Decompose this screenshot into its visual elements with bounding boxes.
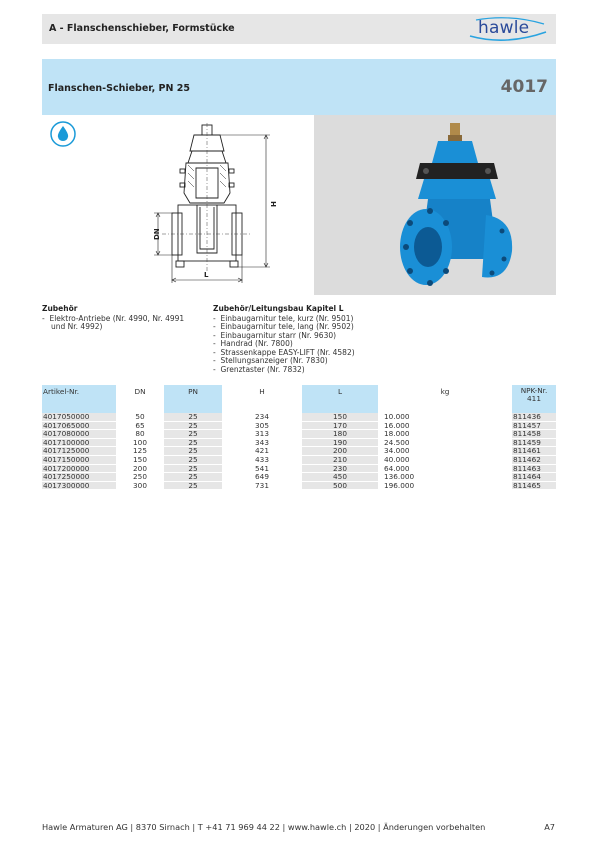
technical-drawing <box>152 123 282 283</box>
column-header-l: L <box>302 385 378 413</box>
accessories-item: - Elektro-Antriebe (Nr. 4990, Nr. 4991 und Nr. 4992) <box>42 313 185 331</box>
article-table <box>42 385 556 490</box>
table-cell: 64.000 <box>378 464 512 473</box>
table-cell: 4017150000 <box>42 455 116 464</box>
table-cell: 25 <box>164 455 222 464</box>
accessories-l-item: - Grenztaster (Nr. 7832) <box>213 364 305 374</box>
table-cell: 25 <box>164 413 222 421</box>
product-header <box>42 59 556 115</box>
accessories-l-item: - Handrad (Nr. 7800) <box>213 339 293 348</box>
table-cell: 25 <box>164 473 222 482</box>
table-cell: 200 <box>302 447 378 456</box>
table-row <box>42 430 556 439</box>
table-row <box>42 464 556 473</box>
table-cell: 16.000 <box>378 421 512 430</box>
table-row <box>42 438 556 447</box>
table-cell: 210 <box>302 455 378 464</box>
accessories-section <box>42 305 192 332</box>
table-cell: 25 <box>164 447 222 456</box>
table-cell: 100 <box>116 438 164 447</box>
table-cell: 811461 <box>512 447 556 456</box>
product-number: 4017 <box>500 77 548 97</box>
table-cell: 34.000 <box>378 447 512 456</box>
table-cell: 4017080000 <box>42 430 116 439</box>
column-header-pn: PN <box>164 385 222 413</box>
table-cell: 4017050000 <box>42 413 116 421</box>
table-cell: 10.000 <box>378 413 512 421</box>
accessories-item-text: Elektro-Antriebe (Nr. 4990, Nr. 4991 und Nr. 4992) <box>49 313 185 331</box>
table-cell: 811462 <box>512 455 556 464</box>
accessories-l-item-text: Einbaugarnitur tele, lang (Nr. 9502) <box>220 322 354 331</box>
table-cell: 4017300000 <box>42 481 116 490</box>
table-cell: 811458 <box>512 430 556 439</box>
accessories-l-item: - Einbaugarnitur tele, lang (Nr. 9502) <box>213 322 354 331</box>
table-cell: 25 <box>164 430 222 439</box>
column-header-h: H <box>222 385 302 413</box>
table-cell: 234 <box>222 413 302 421</box>
accessories-l-section <box>213 305 413 374</box>
table-cell: 25 <box>164 421 222 430</box>
table-cell: 4017100000 <box>42 438 116 447</box>
table-cell: 811457 <box>512 421 556 430</box>
table-cell: 196.000 <box>378 481 512 490</box>
table-cell: 18.000 <box>378 430 512 439</box>
accessories-l-item: - Stellungsanzeiger (Nr. 7830) <box>213 356 328 365</box>
accessories-l-item: - Strassenkappe EASY-LIFT (Nr. 4582) <box>213 347 355 357</box>
water-drop-icon <box>50 121 76 147</box>
table-cell: 40.000 <box>378 455 512 464</box>
table-row <box>42 473 556 482</box>
table-header-row <box>42 385 556 413</box>
table-cell: 4017200000 <box>42 464 116 473</box>
table-cell: 811465 <box>512 481 556 490</box>
table-cell: 4017125000 <box>42 447 116 456</box>
table-row <box>42 447 556 456</box>
table-cell: 811463 <box>512 464 556 473</box>
table-row <box>42 455 556 464</box>
table-cell: 300 <box>116 481 164 490</box>
table-cell: 170 <box>302 421 378 430</box>
table-cell: 811464 <box>512 473 556 482</box>
table-cell: 24.500 <box>378 438 512 447</box>
column-header-article: Artikel-Nr. <box>42 385 116 413</box>
product-photo-valve <box>398 119 528 291</box>
column-header-npk: NPK-Nr. 411 <box>512 385 556 413</box>
table-cell: 65 <box>116 421 164 430</box>
column-header-kg: kg <box>378 385 512 413</box>
table-cell: 343 <box>222 438 302 447</box>
accessories-heading: Zubehör <box>42 304 78 313</box>
table-cell: 421 <box>222 447 302 456</box>
table-cell: 200 <box>116 464 164 473</box>
column-header-dn: DN <box>116 385 164 413</box>
table-cell: 50 <box>116 413 164 421</box>
table-cell: 811459 <box>512 438 556 447</box>
accessories-l-item-text: Einbaugarnitur starr (Nr. 9630) <box>220 330 337 340</box>
table-cell: 811436 <box>512 413 556 421</box>
table-row <box>42 413 556 421</box>
hawle-logo <box>466 16 550 42</box>
accessories-l-item-text: Strassenkappe EASY-LIFT (Nr. 4582) <box>220 347 355 357</box>
table-cell: 136.000 <box>378 473 512 482</box>
table-cell: 150 <box>302 413 378 421</box>
table-row <box>42 481 556 490</box>
logo-text: hawle <box>478 18 530 38</box>
table-row <box>42 421 556 430</box>
product-title: Flanschen-Schieber, PN 25 <box>48 83 190 94</box>
table-cell: 25 <box>164 464 222 473</box>
footer-text: Hawle Armaturen AG | 8370 Sirnach | T +41 71 969 44 22 | www.hawle.ch | 2020 | Änderungen vorbehalten <box>42 822 486 832</box>
accessories-l-item: - Einbaugarnitur tele, kurz (Nr. 9501) <box>213 313 354 323</box>
table-cell: 649 <box>222 473 302 482</box>
accessories-l-item-text: Stellungsanzeiger (Nr. 7830) <box>220 356 328 365</box>
dimension-label-dn: DN <box>153 228 161 240</box>
table-cell: 230 <box>302 464 378 473</box>
table-cell: 541 <box>222 464 302 473</box>
product-image-area <box>42 115 556 295</box>
page-number: A7 <box>544 822 555 832</box>
accessories-l-item-text: Einbaugarnitur tele, kurz (Nr. 9501) <box>220 313 354 323</box>
table-cell: 25 <box>164 481 222 490</box>
table-cell: 450 <box>302 473 378 482</box>
table-cell: 180 <box>302 430 378 439</box>
section-title: A - Flanschenschieber, Formstücke <box>49 23 235 34</box>
table-cell: 500 <box>302 481 378 490</box>
table-cell: 305 <box>222 421 302 430</box>
table-cell: 731 <box>222 481 302 490</box>
table-cell: 150 <box>116 455 164 464</box>
accessories-l-item-text: Grenztaster (Nr. 7832) <box>220 364 305 374</box>
table-cell: 4017250000 <box>42 473 116 482</box>
accessories-l-item-text: Handrad (Nr. 7800) <box>220 339 293 348</box>
table-cell: 25 <box>164 438 222 447</box>
dimension-label-l: L <box>204 271 209 279</box>
table-cell: 80 <box>116 430 164 439</box>
section-header-bar <box>42 14 556 44</box>
table-cell: 433 <box>222 455 302 464</box>
table-cell: 313 <box>222 430 302 439</box>
table-cell: 125 <box>116 447 164 456</box>
dimension-label-h: H <box>270 201 278 207</box>
accessories-l-heading: Zubehör/Leitungsbau Kapitel L <box>213 304 344 313</box>
accessories-l-item: - Einbaugarnitur starr (Nr. 9630) <box>213 330 337 340</box>
table-cell: 250 <box>116 473 164 482</box>
table-cell: 4017065000 <box>42 421 116 430</box>
table-cell: 190 <box>302 438 378 447</box>
